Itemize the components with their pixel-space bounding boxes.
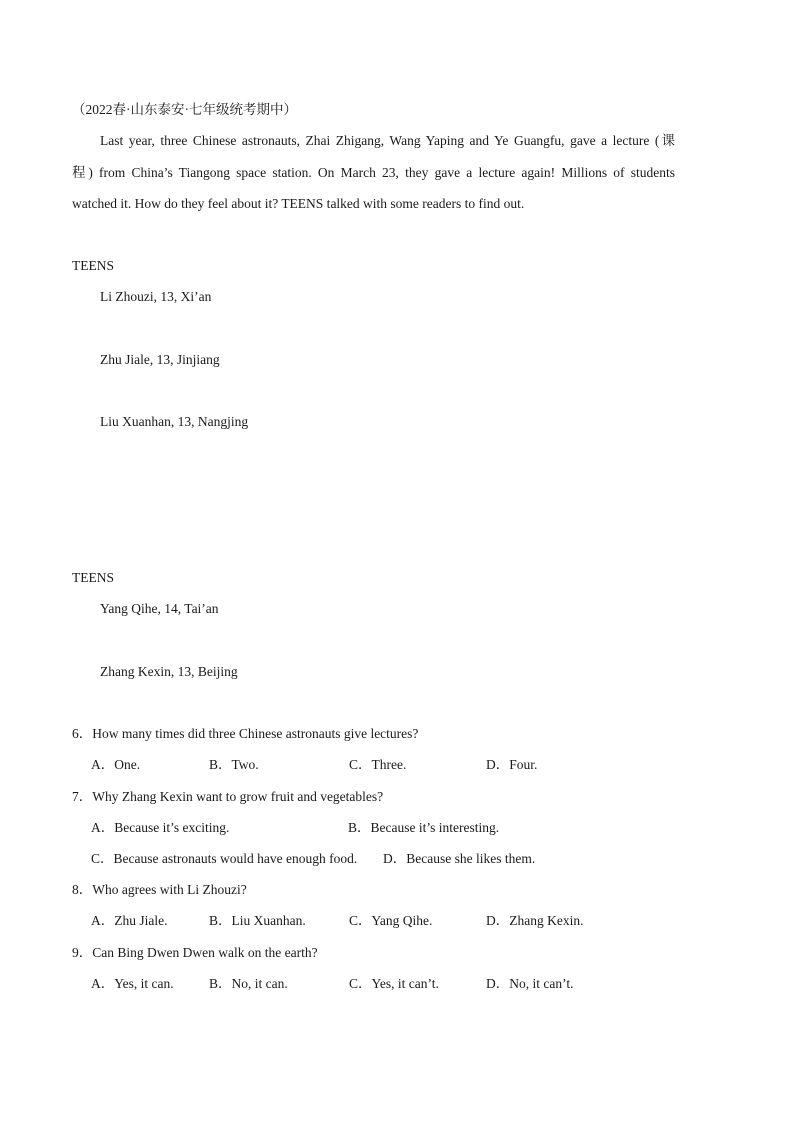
intro-line-3: watched it. How do they feel about it? TEENS talked with some readers to find out. xyxy=(72,196,525,211)
question-6 xyxy=(72,725,418,743)
q6-option-c[interactable]: C．Three. xyxy=(349,757,407,772)
q6-option-b[interactable]: B．Two. xyxy=(209,757,259,772)
q8-option-c[interactable]: C．Yang Qihe. xyxy=(349,913,433,928)
q9-option-b[interactable]: B．No, it can. xyxy=(209,976,288,991)
person-liu-xuanhan: Liu Xuanhan, 13, Nangjing xyxy=(100,414,249,429)
source-note: （2022春·山东泰安·七年级统考期中） xyxy=(72,102,297,117)
q6-option-a[interactable]: A．One. xyxy=(91,757,141,772)
q9-option-c[interactable]: C．Yes, it can’t. xyxy=(349,976,439,991)
question-text: Can Bing Dwen Dwen walk on the earth? xyxy=(92,945,318,960)
question-text: Why Zhang Kexin want to grow fruit and vegetables? xyxy=(92,789,384,804)
section1-label: TEENS xyxy=(72,258,114,273)
q7-option-b[interactable]: B．Because it’s interesting. xyxy=(348,820,500,835)
question-number: 7． xyxy=(72,789,93,804)
q8-option-b[interactable]: B．Liu Xuanhan. xyxy=(209,913,306,928)
intro-line-1: Last year, three Chinese astronauts, Zhai Zhigang, Wang Yaping and Ye Guangfu, gave a lecture (课 xyxy=(100,133,675,148)
person-yang-qihe: Yang Qihe, 14, Tai’an xyxy=(100,601,219,616)
question-number: 8． xyxy=(72,882,93,897)
q8-option-d[interactable]: D．Zhang Kexin. xyxy=(486,913,584,928)
q7-option-d[interactable]: D．Because she likes them. xyxy=(383,851,536,866)
intro-line-2: 程) from China’s Tiangong space station. On March 23, they gave a lecture again! Millions of students xyxy=(72,165,675,180)
person-zhu-jiale: Zhu Jiale, 13, Jinjiang xyxy=(100,352,220,367)
section2-label: TEENS xyxy=(72,570,114,585)
q7-option-c[interactable]: C．Because astronauts would have enough food. xyxy=(91,851,358,866)
q6-option-d[interactable]: D．Four. xyxy=(486,757,538,772)
q9-option-a[interactable]: A．Yes, it can. xyxy=(91,976,174,991)
q7-option-a[interactable]: A．Because it’s exciting. xyxy=(91,820,230,835)
q8-option-a[interactable]: A．Zhu Jiale. xyxy=(91,913,168,928)
person-zhang-kexin: Zhang Kexin, 13, Beijing xyxy=(100,664,238,679)
question-8 xyxy=(72,881,247,899)
question-text: How many times did three Chinese astronauts give lectures? xyxy=(92,726,419,741)
question-9 xyxy=(72,944,318,962)
question-text: Who agrees with Li Zhouzi? xyxy=(92,882,247,897)
question-number: 9． xyxy=(72,945,93,960)
question-number: 6． xyxy=(72,726,93,741)
person-li-zhouzi: Li Zhouzi, 13, Xi’an xyxy=(100,289,212,304)
q9-option-d[interactable]: D．No, it can’t. xyxy=(486,976,574,991)
question-7 xyxy=(72,788,383,806)
